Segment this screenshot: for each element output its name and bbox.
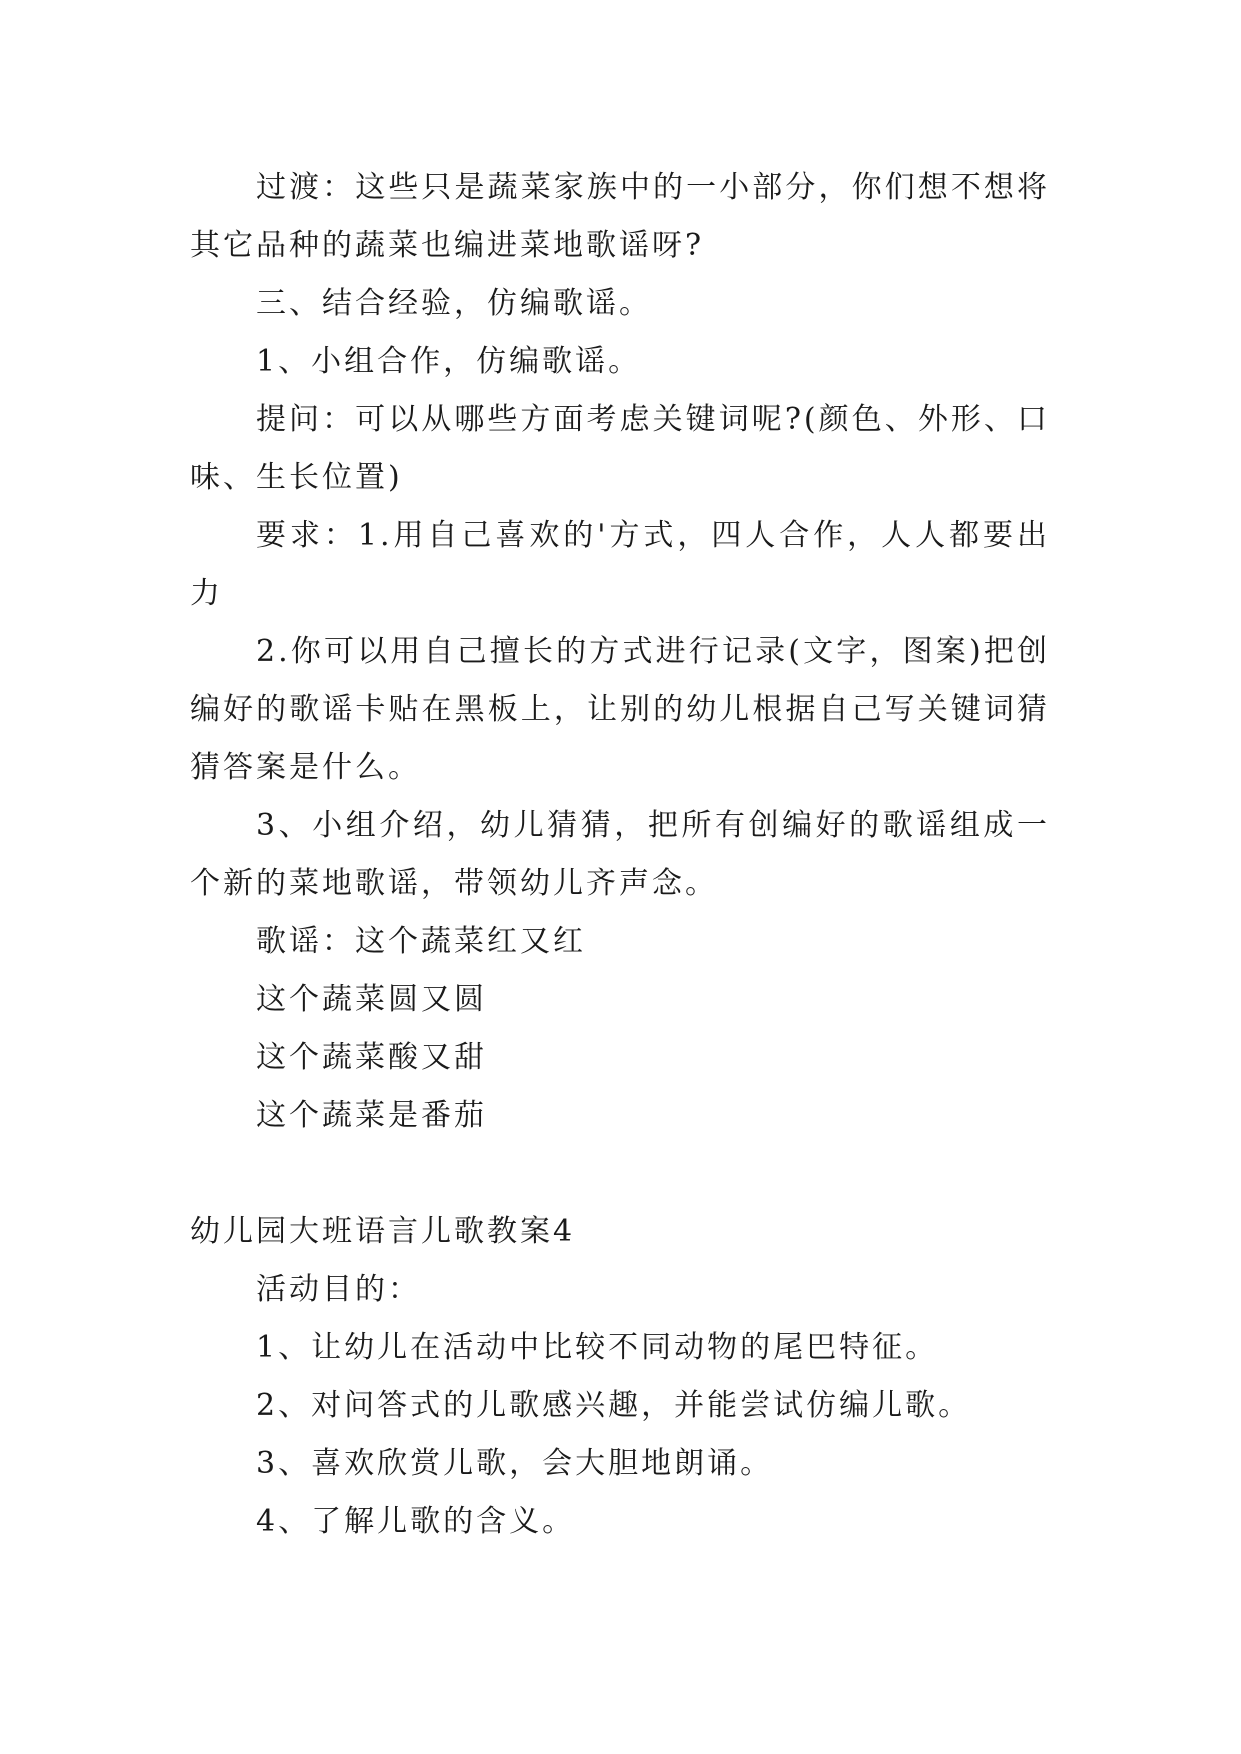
paragraph-line: 3、小组介绍，幼儿猜猜，把所有创编好的歌谣组成一: [256, 808, 1050, 843]
song-line: 歌谣：这个蔬菜红又红: [256, 924, 586, 959]
paragraph-line: 提问：可以从哪些方面考虑关键词呢?(颜色、外形、口: [256, 402, 1050, 437]
list-item: 2、对问答式的儿歌感兴趣，并能尝试仿编儿歌。: [256, 1388, 972, 1423]
paragraph-line: 活动目的：: [256, 1272, 421, 1307]
list-item: 1、让幼儿在活动中比较不同动物的尾巴特征。: [256, 1330, 939, 1365]
song-line: 这个蔬菜酸又甜: [256, 1040, 487, 1075]
paragraph-line: 猜答案是什么。: [190, 750, 421, 785]
section-title: 幼儿园大班语言儿歌教案4: [190, 1214, 576, 1249]
song-line: 这个蔬菜圆又圆: [256, 982, 487, 1017]
paragraph-line: 2.你可以用自己擅长的方式进行记录(文字，图案)把创: [256, 634, 1050, 669]
list-item: 4、了解儿歌的含义。: [256, 1504, 576, 1539]
paragraph-line: 编好的歌谣卡贴在黑板上，让别的幼儿根据自己写关键词猜: [190, 692, 1050, 727]
paragraph-line: 过渡：这些只是蔬菜家族中的一小部分，你们想不想将: [256, 170, 1050, 205]
paragraph-line: 个新的菜地歌谣，带领幼儿齐声念。: [190, 866, 718, 901]
song-line: 这个蔬菜是番茄: [256, 1098, 487, 1133]
paragraph-line: 味、生长位置): [190, 460, 403, 495]
section-heading: 三、结合经验，仿编歌谣。: [256, 286, 652, 321]
paragraph-line: 要求：1.用自己喜欢的'方式，四人合作，人人都要出: [256, 518, 1050, 553]
paragraph-line: 力: [190, 576, 223, 611]
paragraph-line: 1、小组合作，仿编歌谣。: [256, 344, 642, 379]
list-item: 3、喜欢欣赏儿歌，会大胆地朗诵。: [256, 1446, 774, 1481]
paragraph-line: 其它品种的蔬菜也编进菜地歌谣呀?: [190, 228, 705, 263]
